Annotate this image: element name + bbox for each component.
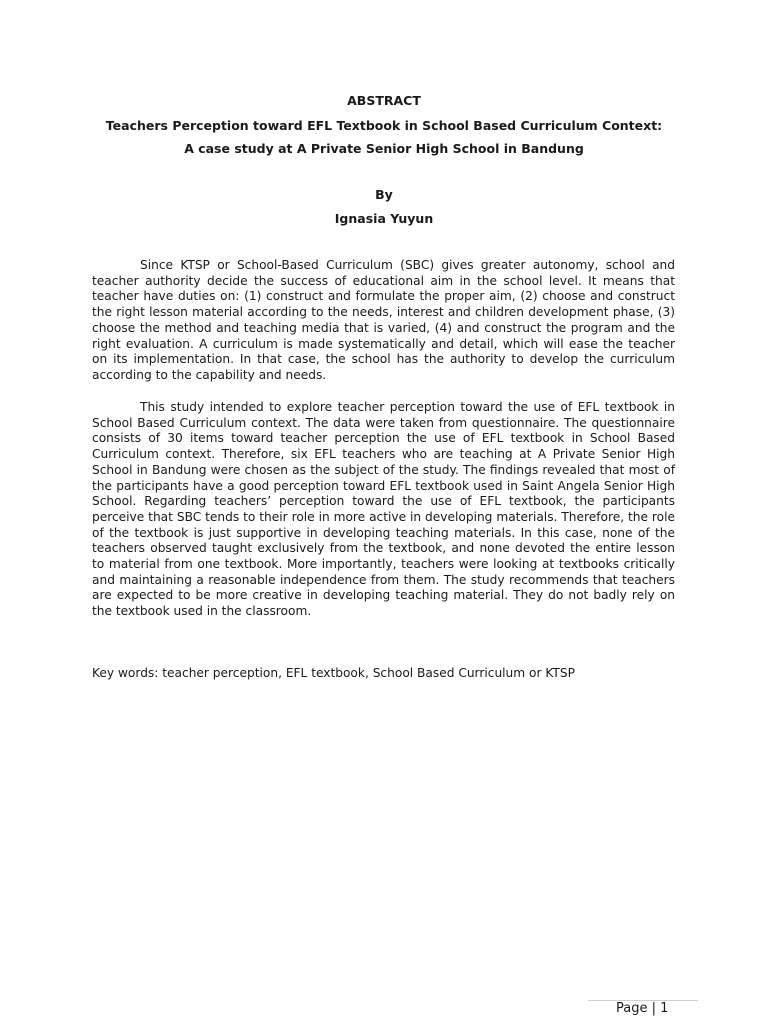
page-footer bbox=[588, 1000, 698, 1024]
abstract-heading: ABSTRACT bbox=[347, 93, 421, 108]
title-line-1: Teachers Perception toward EFL Textbook in School Based Curriculum Context: bbox=[105, 118, 663, 133]
keywords-line: Key words: teacher perception, EFL textbook, School Based Curriculum or KTSP bbox=[92, 666, 575, 680]
page-number: Page | 1 bbox=[616, 1001, 669, 1016]
abstract-paragraph-1: Since KTSP or School-Based Curriculum (SBC) gives greater autonomy, school and teacher authority decide the success of educational aim in the school level. It means that teacher have duties on: (1) construct and formulate the proper aim, (2) choose and construct the right lesson material according to the needs, interest and children development phase, (3) choose the method and teaching media that is varied, (4) and construct the program and the right evaluation. A curriculum is made systematically and detail, which will ease the teacher on its implementation. In that case, the school has the authority to develop the curriculum according to the capability and needs. bbox=[92, 258, 675, 382]
author-name: Ignasia Yuyun bbox=[334, 211, 434, 226]
title-line-2: A case study at A Private Senior High School in Bandung bbox=[184, 141, 584, 156]
abstract-paragraph-2: This study intended to explore teacher perception toward the use of EFL textbook in School Based Curriculum context. The data were taken from questionnaire. The questionnaire consists of 30 items toward teacher perception the use of EFL textbook in School Based Curriculum context. Therefore, six EFL teachers who are teaching at A Private Senior High School in Bandung were chosen as the subject of the study. The findings revealed that most of the participants have a good perception toward EFL textbook used in Saint Angela Senior High School. Regarding teachers’ perception toward the use of EFL textbook, the participants perceive that SBC tends to their role in more active in developing materials. Therefore, the role of the textbook is just supportive in developing teaching materials. In this case, none of the teachers observed taught exclusively from the textbook, and none devoted the entire lesson to material from one textbook. More importantly, teachers were looking at textbooks critically and maintaining a reasonable independence from them. The study recommends that teachers are expected to be more creative in developing teaching material. They do not badly rely on the textbook used in the classroom. bbox=[92, 400, 675, 619]
by-label: By bbox=[375, 187, 393, 202]
